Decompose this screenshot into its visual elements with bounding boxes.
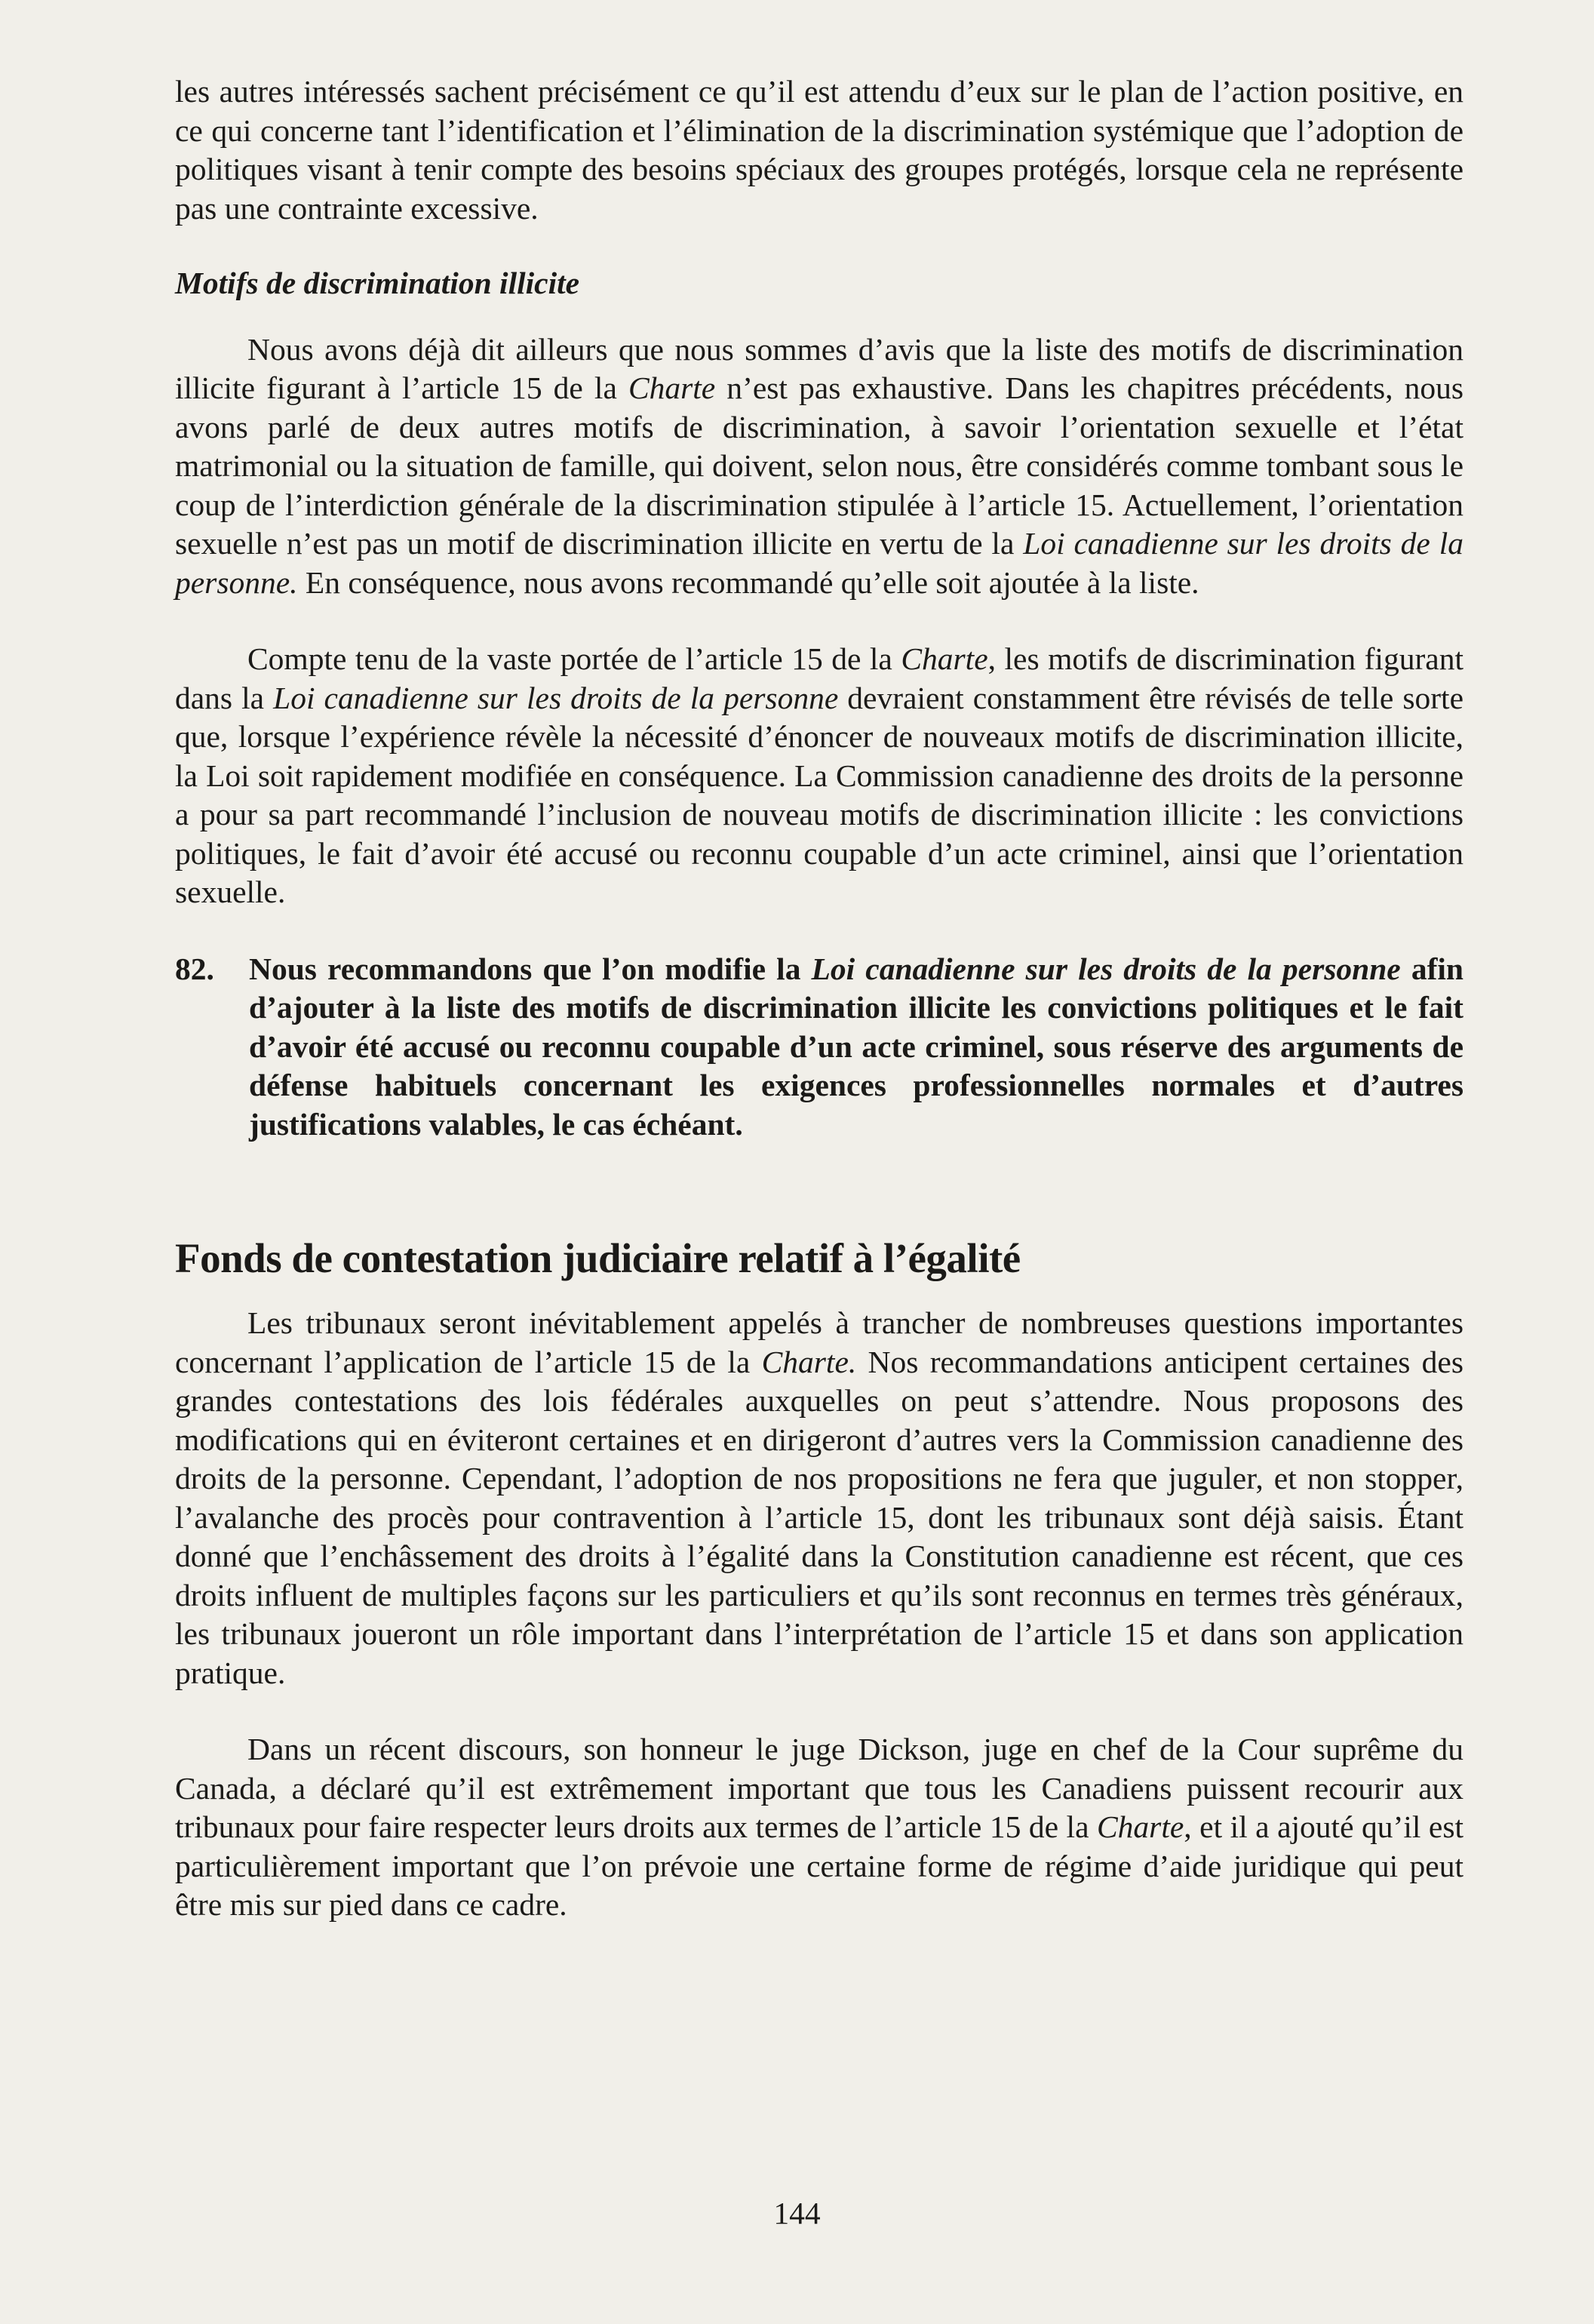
text-run: , les motifs de discrimination figurant dans la <box>175 641 1463 715</box>
recommendation-number: 82. <box>175 951 214 986</box>
paragraph-motifs-1 <box>175 330 1463 603</box>
italic-title: Charte <box>1097 1809 1184 1844</box>
paragraph-motifs-2 <box>175 640 1463 912</box>
paragraph-fonds-1 <box>175 1304 1463 1692</box>
text-run: Les tribunaux seront inévitablement appelés à trancher de nombreuses questions importantes concernant l’application de l’article 15 de la <box>175 1305 1463 1379</box>
text-run: , et il a ajouté qu’il est particulièrement important que l’on prévoie une certaine forme de régime d’aide juridique qui peut être mis sur pied dans ce cadre. <box>175 1809 1463 1922</box>
text-run: afin d’ajouter à la liste des motifs de discrimination illicite les convictions politiques et le fait d’avoir été accusé ou reconnu coupable d’un acte criminel, sous réserve des arguments de défense habituels concernant les exigences professionnelles normales et d’autres justifications valables, le cas échéant. <box>249 951 1463 1142</box>
text-run: En conséquence, nous avons recommandé qu’elle soit ajoutée à la liste. <box>297 564 1199 600</box>
italic-title: Charte. <box>761 1344 857 1379</box>
text-run: devraient constamment être révisés de telle sorte que, lorsque l’expérience révèle la nécessité d’énoncer de nouveaux motifs de discrimination illicite, la Loi soit rapidement modifiée en conséquence. La Commission canadienne des droits de la personne a pour sa part recommandé l’inclusion de nouveau motifs de discrimination illicite : les convictions politiques, le fait d’avoir été accusé ou reconnu coupable d’un acte criminel, ainsi que l’orientation sexuelle. <box>175 680 1463 909</box>
text-run: Nous avons déjà dit ailleurs que nous sommes d’avis que la liste des motifs de discrimination illicite figurant à l’article 15 de la <box>175 331 1463 405</box>
text-run: Dans un récent discours, son honneur le juge Dickson, juge en chef de la Cour suprême du Canada, a déclaré qu’il est extrêmement important que tous les Canadiens puissent recourir aux tribunaux pour faire respecter leurs droits aux termes de l’article 15 de la <box>175 1732 1463 1844</box>
document-page <box>175 72 1463 1925</box>
italic-title: Loi canadienne sur les droits de la personne. <box>175 526 1463 600</box>
subheading-motifs: Motifs de discrimination illicite <box>175 266 580 300</box>
italic-title: Loi canadienne sur les droits de la personne <box>811 951 1401 986</box>
italic-title: Charte <box>628 370 716 405</box>
recommendation-82 <box>175 950 1463 1145</box>
recommendation-text <box>249 950 1463 1145</box>
text-run: Nous recommandons que l’on modifie la <box>249 951 812 986</box>
section-heading: Fonds de contestation judiciaire relatif à l’égalité <box>175 1235 1021 1281</box>
text-run: Nos recommandations anticipent certaines des grandes contestations des lois fédérales auxquelles on peut s’attendre. Nous proposons des modifications qui en éviteront certaines et en dirigeront d’autres vers la Commission canadienne des droits de la personne. Cependant, l’adoption de nos propositions ne fera que juguler, et non stopper, l’avalanche des procès pour contravention à l’article 15, dont les tribunaux sont déjà saisis. Étant donné que l’enchâssement des droits à l’égalité dans la Constitution canadienne est récent, que ces droits influent de multiples façons sur les particuliers et qu’ils sont reconnus en termes très généraux, les tribunaux joueront un rôle important dans l’interprétation de l’article 15 et dans son application pratique. <box>175 1344 1463 1690</box>
italic-title: Charte <box>901 641 988 676</box>
italic-title: Loi canadienne sur les droits de la personne <box>273 680 839 715</box>
text-run: n’est pas exhaustive. Dans les chapitres précédents, nous avons parlé de deux autres motifs de discrimination, à savoir l’orientation sexuelle et l’état matrimonial ou la situation de famille, qui doivent, selon nous, être considérés comme tombant sous le coup de l’interdiction générale de la discrimination stipulée à l’article 15. Actuellement, l’orientation sexuelle n’est pas un motif de discrimination illicite en vertu de la <box>175 370 1463 561</box>
intro-paragraph: les autres intéressés sachent précisément ce qu’il est attendu d’eux sur le plan de l’action positive, en ce qui concerne tant l’identification et l’élimination de la discrimination systémique que l’adoption de politiques visant à tenir compte des besoins spéciaux des groupes protégés, lorsque cela ne représente pas une contrainte excessive. <box>175 74 1463 226</box>
page-number: 144 <box>773 2196 821 2230</box>
paragraph-fonds-2 <box>175 1730 1463 1925</box>
text-run: Compte tenu de la vaste portée de l’article 15 de la <box>247 641 901 676</box>
